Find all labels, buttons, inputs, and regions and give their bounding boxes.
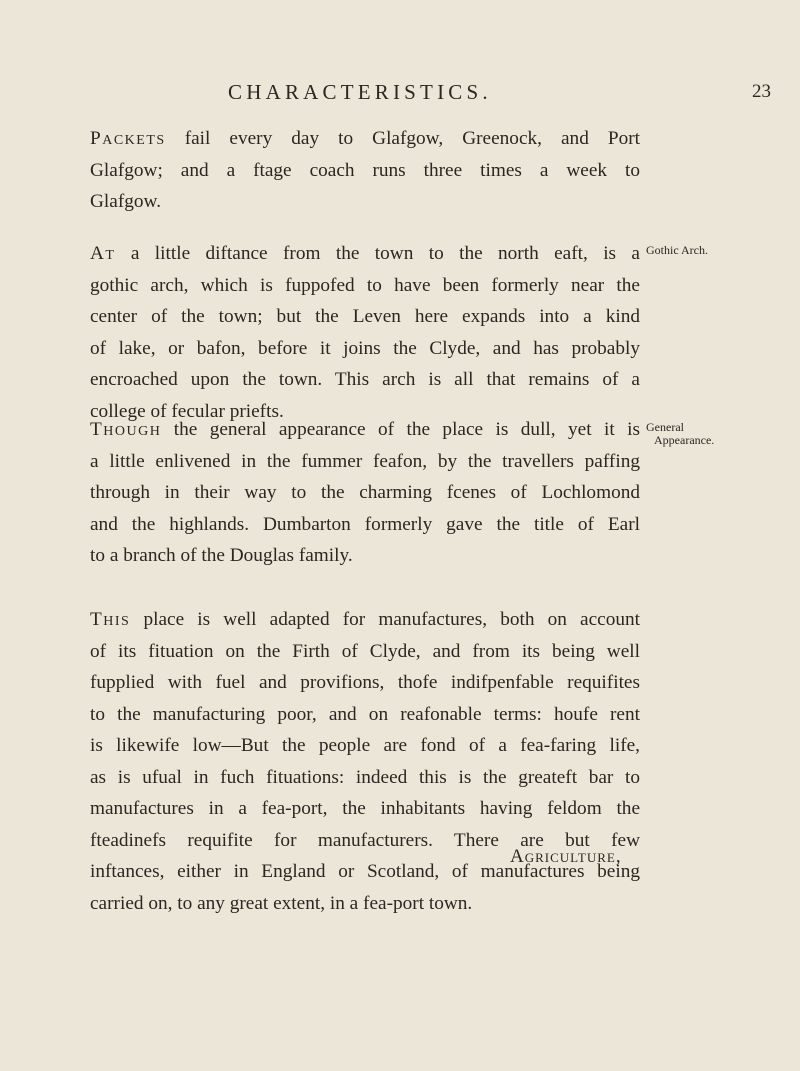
text-line: inftances, either in England or Scotland, of manufactures being	[90, 861, 640, 882]
text-line: At a little diftance from the town to the north eaft, is a	[90, 243, 640, 264]
text-line: center of the town; but the Leven here expands into a kind	[90, 306, 640, 327]
text-line: of its fituation on the Firth of Clyde, and from its being well	[90, 640, 640, 662]
text-line: of lake, or bafon, before it joins the Clyde, and has probably	[90, 337, 640, 359]
page-number: 23	[752, 81, 771, 102]
margin-note-line: General	[646, 420, 684, 434]
text-line: Though the general appearance of the place is dull, yet it is	[90, 419, 640, 440]
text-line: This place is well adapted for manufactures, both on account	[90, 609, 640, 630]
text-line: Glafgow; and a ftage coach runs three times a week to	[90, 159, 640, 181]
paragraph-lead: Packets	[90, 128, 166, 149]
paragraph-packets	[90, 123, 640, 218]
paragraph-lead: At	[90, 243, 116, 264]
text-line: Packets fail every day to Glafgow, Greenock, and Port	[90, 128, 640, 149]
margin-note-general-appearance	[646, 421, 714, 447]
text-line: a little enlivened in the fummer feafon, by the travellers paffing	[90, 450, 640, 472]
running-title: CHARACTERISTICS.	[228, 80, 492, 104]
text-line: manufactures in a fea-port, the inhabitants having feldom the	[90, 798, 640, 819]
text-line: through in their way to the charming fcenes of Lochlomond	[90, 482, 640, 503]
text-line: gothic arch, which is fuppofed to have been formerly near the	[90, 274, 640, 296]
text-line: as is ufual in fuch fituations: indeed this is the greateft bar to	[90, 766, 640, 788]
text-line: fupplied with fuel and provifions, thofe indifpenfable requifites	[90, 672, 640, 693]
margin-note-line: Appearance.	[654, 433, 715, 447]
text-line: Glafgow.	[90, 191, 162, 212]
paragraph-lead: This	[90, 609, 131, 630]
paragraph-general-appearance	[90, 414, 640, 572]
text-line: fteadinefs requifite for manufacturers. There are but few	[90, 829, 640, 851]
text-line: carried on, to any great extent, in a fea-port town.	[90, 892, 473, 914]
page-header	[0, 80, 800, 110]
margin-note-gothic-arch: Gothic Arch.	[646, 243, 708, 257]
text-line: to the manufacturing poor, and on reafonable terms: houfe rent	[90, 703, 640, 725]
text-line: to a branch of the Douglas family.	[90, 545, 353, 566]
paragraph-manufactures	[90, 604, 640, 919]
catchword: Agriculture,	[510, 846, 622, 867]
text-line: and the highlands. Dumbarton formerly gave the title of Earl	[90, 513, 640, 535]
paragraph-gothic-arch	[90, 238, 640, 427]
text-line: college of fecular priefts.	[90, 400, 284, 422]
text-line: is likewife low—But the people are fond of a fea-faring life,	[90, 735, 640, 756]
paragraph-lead: Though	[90, 419, 162, 440]
text-line: encroached upon the town. This arch is all that remains of a	[90, 369, 640, 390]
